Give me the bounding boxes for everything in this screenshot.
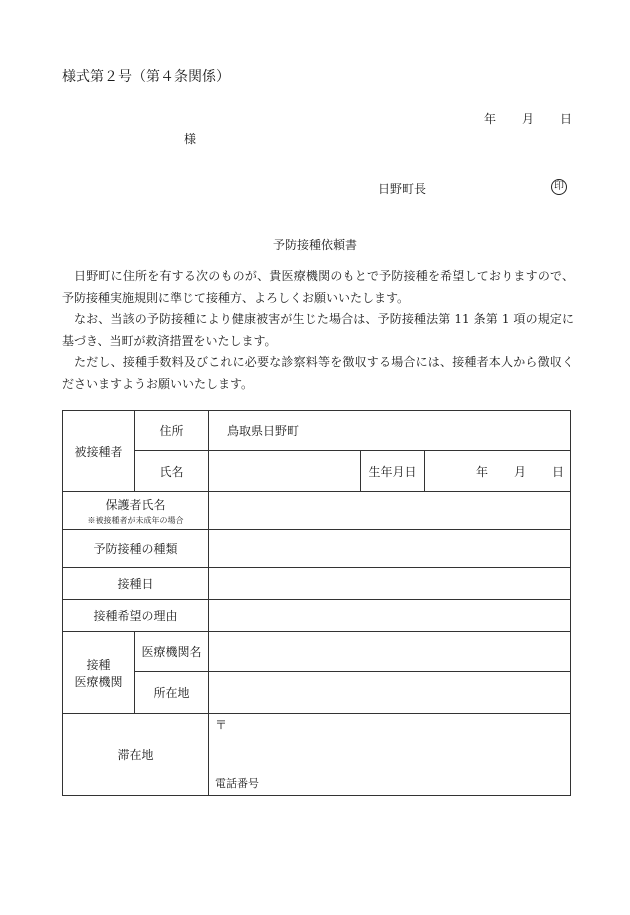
dob-day-label: 日 — [552, 464, 565, 479]
table-row — [63, 411, 571, 451]
table-row — [63, 451, 571, 492]
reason-field[interactable] — [209, 600, 571, 632]
table-row — [63, 632, 571, 672]
address-label: 住所 — [135, 411, 209, 451]
body-paragraph: なお、当該の予防接種により健康被害が生じた場合は、予防接種法第 11 条第 1 項の規定に基づき、当町が救済措置をいたします。 — [62, 312, 574, 348]
postal-code-mark: 〒 — [215, 718, 228, 732]
request-body — [62, 266, 574, 395]
dob-field[interactable] — [425, 451, 571, 492]
addressee-suffix: 様 — [184, 132, 197, 146]
facility-label-line2: 医療機関 — [74, 674, 123, 689]
dob-label: 生年月日 — [361, 451, 425, 492]
vaccine-type-label: 予防接種の種類 — [63, 530, 209, 568]
stay-location-field[interactable] — [209, 714, 571, 796]
table-row — [63, 530, 571, 568]
table-row — [63, 672, 571, 714]
table-row — [63, 492, 571, 530]
guardian-label-cell — [63, 492, 209, 530]
recipient-label: 被接種者 — [63, 411, 135, 492]
seal-mark: 印 — [551, 179, 567, 195]
vaccination-request-table — [62, 410, 571, 796]
table-row — [63, 714, 571, 796]
issue-date — [484, 110, 572, 127]
table-row — [63, 600, 571, 632]
form-number: 様式第２号（第４条関係） — [62, 69, 230, 85]
name-label: 氏名 — [135, 451, 209, 492]
body-paragraph: 日野町に住所を有する次のものが、貴医療機関のもとで予防接種を希望しておりますので、予防接種実施規則に準じて接種方、よろしくお願いいたします。 — [62, 269, 574, 305]
dob-year-label: 年 — [475, 464, 488, 479]
date-year-label: 年 — [484, 112, 497, 126]
document-title: 予防接種依頼書 — [272, 238, 357, 252]
reason-label: 接種希望の理由 — [63, 600, 209, 632]
facility-location-label: 所在地 — [135, 672, 209, 714]
issuer-title: 日野町長 — [378, 182, 427, 196]
table-row — [63, 568, 571, 600]
body-paragraph: ただし、接種手数料及びこれに必要な診察料等を徴収する場合には、接種者本人から徴収くださいますようお願いいたします。 — [62, 355, 574, 391]
facility-location-field[interactable] — [209, 672, 571, 714]
address-field[interactable]: 鳥取県日野町 — [209, 411, 571, 451]
guardian-note: ※被接種者が未成年の場合 — [87, 515, 184, 525]
guardian-label: 保護者氏名 — [105, 497, 166, 512]
phone-number-label: 電話番号 — [215, 777, 259, 790]
name-field[interactable] — [209, 451, 361, 492]
facility-name-field[interactable] — [209, 632, 571, 672]
dob-month-label: 月 — [514, 464, 527, 479]
facility-label-line1: 接種 — [86, 657, 111, 672]
stay-location-label: 滞在地 — [63, 714, 209, 796]
facility-name-label: 医療機関名 — [135, 632, 209, 672]
facility-label-cell — [63, 632, 135, 714]
vaccination-date-label: 接種日 — [63, 568, 209, 600]
date-month-label: 月 — [522, 112, 535, 126]
vaccination-date-field[interactable] — [209, 568, 571, 600]
vaccine-type-field[interactable] — [209, 530, 571, 568]
guardian-name-field[interactable] — [209, 492, 571, 530]
date-day-label: 日 — [560, 112, 573, 126]
